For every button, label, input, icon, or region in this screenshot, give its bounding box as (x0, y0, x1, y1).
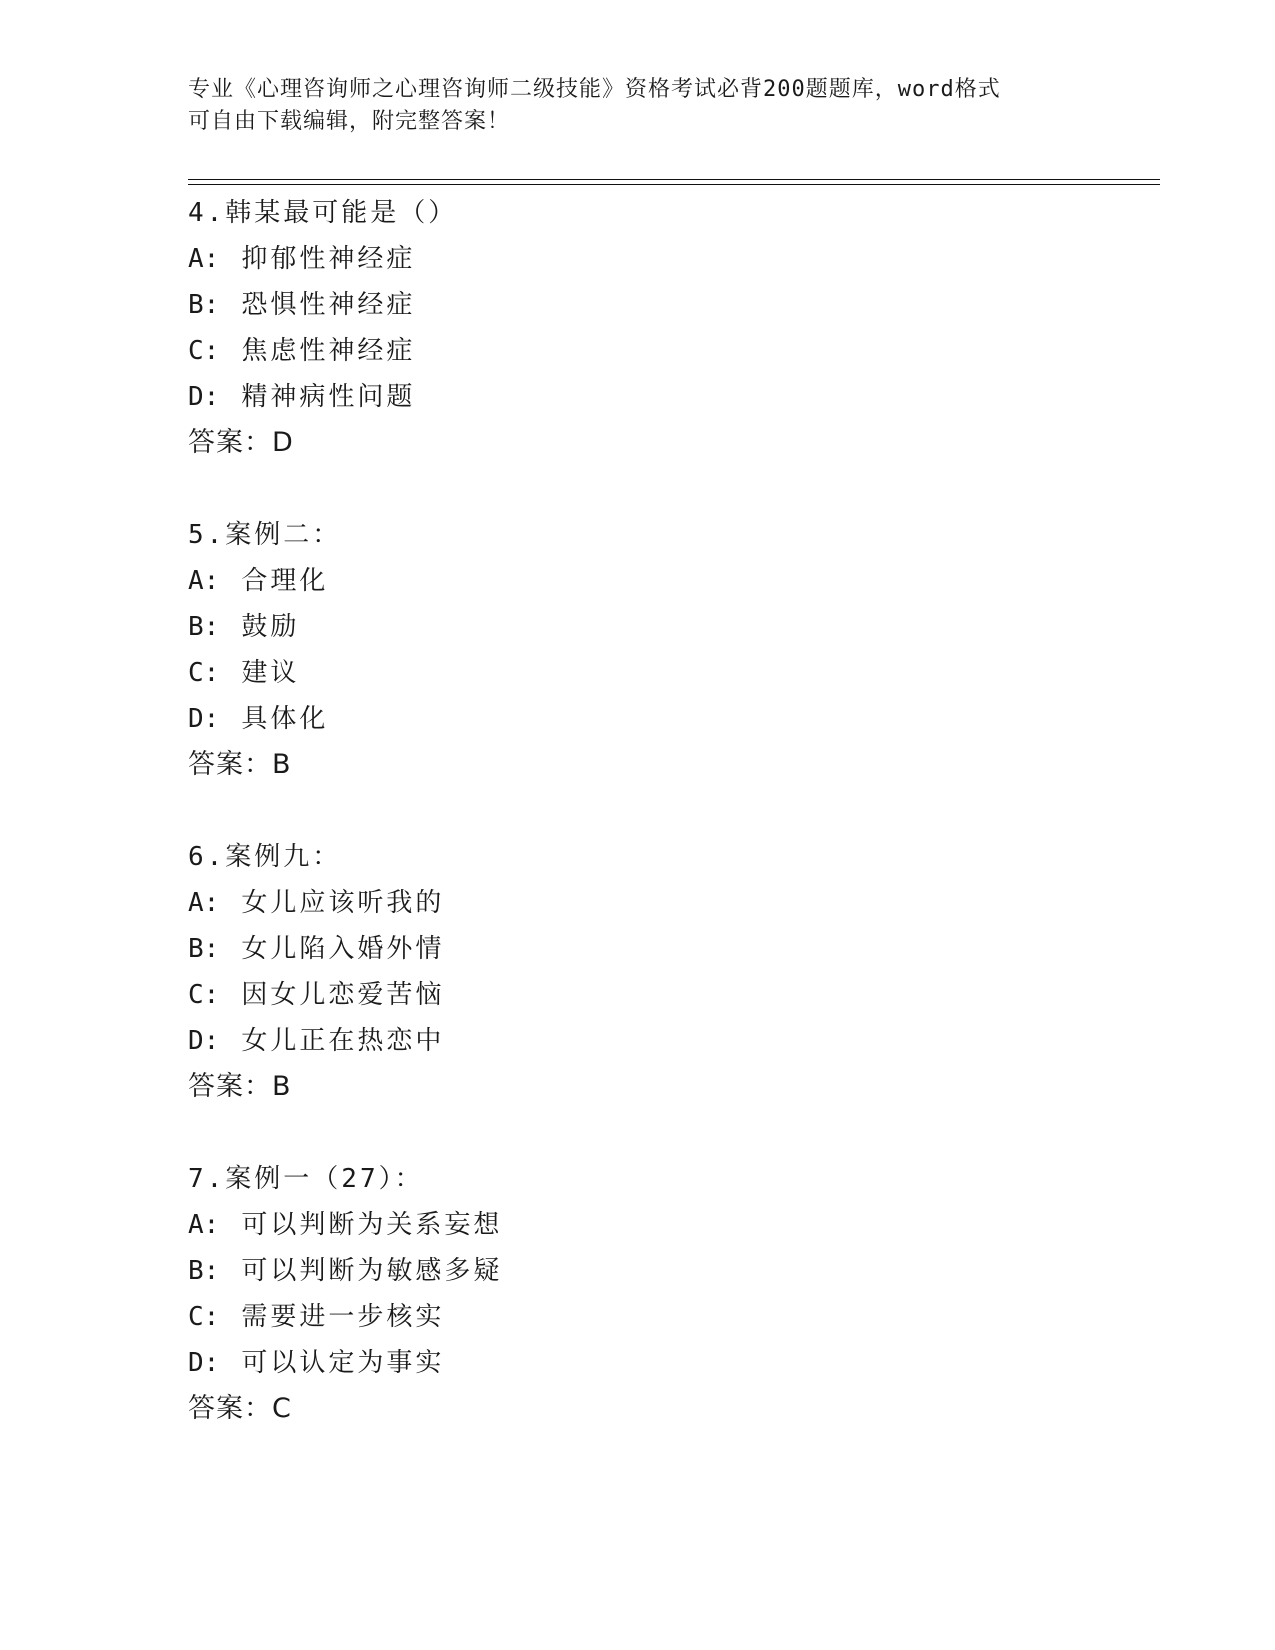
answer-value: B (272, 1071, 291, 1102)
option-d: D: 可以认定为事实 (188, 1348, 445, 1378)
header-divider-top (188, 179, 1160, 180)
question-item (188, 1156, 1168, 1432)
question-item (188, 512, 1168, 788)
option-text: 恐惧性神经症 (241, 290, 416, 320)
option-c: C: 焦虑性神经症 (188, 336, 416, 366)
question-stem: 6.案例九： (188, 842, 342, 872)
option-text: 可以认定为事实 (241, 1348, 445, 1378)
option-letter: D (188, 704, 204, 734)
option-text: 精神病性问题 (241, 382, 416, 412)
option-letter: D (188, 1348, 204, 1378)
header-line-2: 可自由下载编辑，附完整答案！ (188, 109, 511, 134)
option-letter: B (188, 1256, 204, 1286)
option-letter: B (188, 290, 204, 320)
question-stem: 4.韩某最可能是（） (188, 198, 458, 228)
option-letter: C (188, 1302, 204, 1332)
option-b: B: 鼓励 (188, 612, 300, 642)
header-divider-bottom (188, 184, 1160, 185)
question-stem: 5.案例二： (188, 520, 342, 550)
option-a: A: 抑郁性神经症 (188, 244, 416, 274)
answer-label: 答案： (188, 1393, 272, 1424)
option-letter: A (188, 1210, 204, 1240)
option-text: 可以判断为关系妄想 (241, 1210, 503, 1240)
option-letter: A (188, 566, 204, 596)
option-text: 焦虑性神经症 (241, 336, 416, 366)
option-c: C: 建议 (188, 658, 300, 688)
option-text: 可以判断为敏感多疑 (241, 1256, 503, 1286)
option-c: C: 因女儿恋爱苦恼 (188, 980, 445, 1010)
option-text: 具体化 (241, 704, 329, 734)
option-letter: C (188, 336, 204, 366)
option-text: 女儿陷入婚外情 (241, 934, 445, 964)
option-d: D: 精神病性问题 (188, 382, 416, 412)
answer-label: 答案： (188, 427, 272, 458)
option-a: A: 女儿应该听我的 (188, 888, 445, 918)
option-a: A: 合理化 (188, 566, 329, 596)
answer-value: D (272, 427, 293, 458)
document-header (188, 74, 1088, 138)
option-b: B: 女儿陷入婚外情 (188, 934, 445, 964)
answer-label: 答案： (188, 749, 272, 780)
option-d: D: 女儿正在热恋中 (188, 1026, 445, 1056)
option-text: 鼓励 (241, 612, 300, 642)
option-text: 因女儿恋爱苦恼 (241, 980, 445, 1010)
option-b: B: 恐惧性神经症 (188, 290, 416, 320)
option-letter: A (188, 888, 204, 918)
question-item (188, 190, 1168, 466)
question-list (188, 190, 1168, 1432)
option-text: 女儿正在热恋中 (241, 1026, 445, 1056)
option-b: B: 可以判断为敏感多疑 (188, 1256, 503, 1286)
option-letter: B (188, 612, 204, 642)
answer-value: B (272, 749, 291, 780)
question-stem: 7.案例一（27）： (188, 1164, 424, 1194)
header-line-1: 专业《心理咨询师之心理咨询师二级技能》资格考试必背200题题库，word格式 (188, 77, 1001, 102)
option-text: 需要进一步核实 (241, 1302, 445, 1332)
option-letter: B (188, 934, 204, 964)
answer-label: 答案： (188, 1071, 272, 1102)
answer-line (188, 1064, 1168, 1110)
option-letter: C (188, 658, 204, 688)
option-letter: D (188, 382, 204, 412)
answer-line (188, 420, 1168, 466)
answer-value: C (272, 1393, 291, 1424)
option-d: D: 具体化 (188, 704, 329, 734)
option-text: 女儿应该听我的 (241, 888, 445, 918)
option-text: 合理化 (241, 566, 329, 596)
question-item (188, 834, 1168, 1110)
option-letter: C (188, 980, 204, 1010)
option-letter: D (188, 1026, 204, 1056)
answer-line (188, 1386, 1168, 1432)
option-c: C: 需要进一步核实 (188, 1302, 445, 1332)
answer-line (188, 742, 1168, 788)
option-text: 抑郁性神经症 (241, 244, 416, 274)
option-letter: A (188, 244, 204, 274)
option-a: A: 可以判断为关系妄想 (188, 1210, 503, 1240)
option-text: 建议 (241, 658, 300, 688)
